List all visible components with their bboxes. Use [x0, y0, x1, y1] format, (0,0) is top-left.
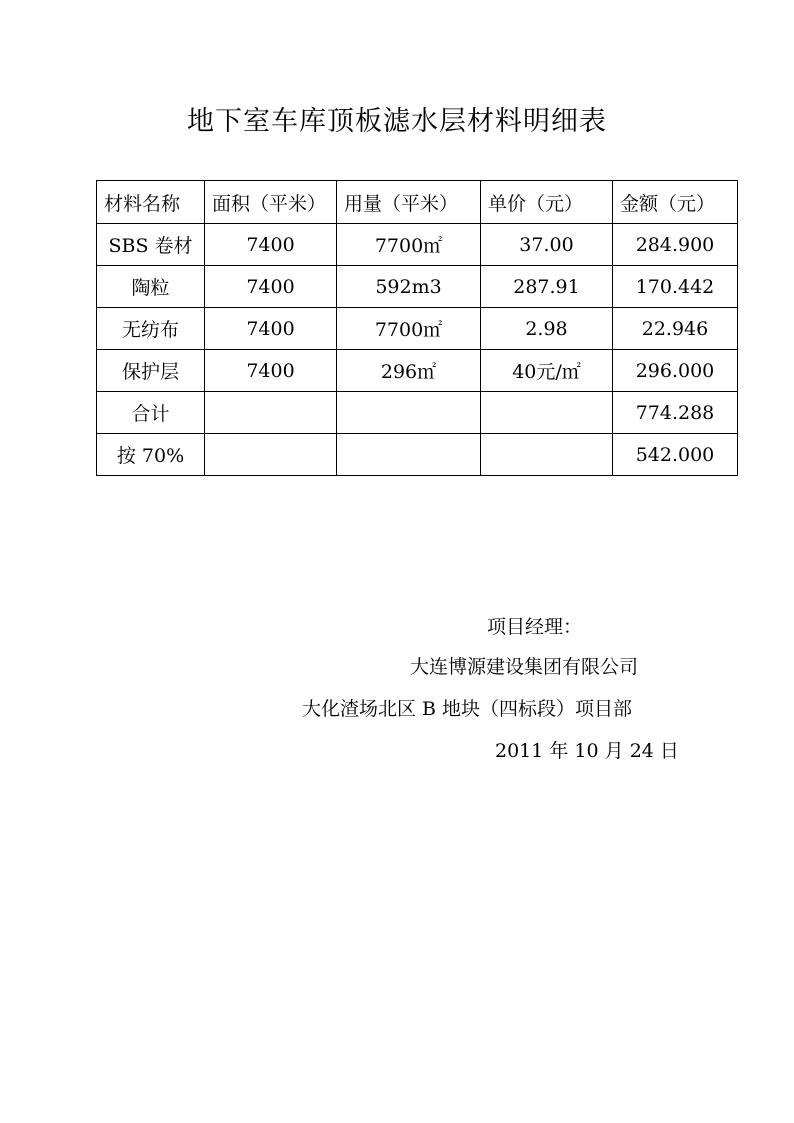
- cell-amount: 542.000: [613, 434, 738, 476]
- document-title: 地下室车库顶板滤水层材料明细表: [187, 106, 607, 137]
- cell-material-name: 合计: [97, 392, 205, 434]
- header-unit-price: 单价（元）: [481, 181, 613, 224]
- header-area: 面积（平米）: [205, 181, 337, 224]
- cell-amount: 774.288: [613, 392, 738, 434]
- cell-amount: 170.442: [613, 266, 738, 308]
- cell-material-name: 陶粒: [97, 266, 205, 308]
- cell-area: 7400: [205, 308, 337, 350]
- cell-amount: 22.946: [613, 308, 738, 350]
- cell-material-name: SBS 卷材: [97, 224, 205, 266]
- table-percentage-row: [97, 434, 738, 476]
- table-row: [97, 350, 738, 392]
- cell-quantity: [337, 392, 481, 434]
- cell-unit-price: [481, 434, 613, 476]
- header-quantity: 用量（平米）: [337, 181, 481, 224]
- project-manager-label: 项目经理：: [487, 616, 583, 638]
- cell-material-name: 按 70%: [97, 434, 205, 476]
- cell-unit-price: 2.98: [481, 308, 613, 350]
- cell-quantity: 296㎡: [337, 350, 481, 392]
- cell-quantity: 7700㎡: [337, 224, 481, 266]
- cell-quantity: 592m3: [337, 266, 481, 308]
- cell-amount: 296.000: [613, 350, 738, 392]
- table-row: [97, 224, 738, 266]
- cell-area: 7400: [205, 266, 337, 308]
- project-department: 大化渣场北区 B 地块（四标段）项目部: [302, 698, 633, 720]
- document-date: 2011 年 10 月 24 日: [495, 740, 679, 762]
- cell-area: 7400: [205, 350, 337, 392]
- cell-area: [205, 392, 337, 434]
- header-amount: 金额（元）: [613, 181, 738, 224]
- cell-amount: 284.900: [613, 224, 738, 266]
- table-row: [97, 266, 738, 308]
- materials-table: [96, 180, 738, 476]
- cell-area: 7400: [205, 224, 337, 266]
- cell-quantity: 7700㎡: [337, 308, 481, 350]
- company-name: 大连博源建设集团有限公司: [410, 656, 639, 678]
- cell-area: [205, 434, 337, 476]
- cell-material-name: 保护层: [97, 350, 205, 392]
- cell-unit-price: 287.91: [481, 266, 613, 308]
- cell-quantity: [337, 434, 481, 476]
- table-header-row: [97, 181, 738, 224]
- cell-unit-price: 40元/㎡: [481, 350, 613, 392]
- cell-unit-price: [481, 392, 613, 434]
- cell-unit-price: 37.00: [481, 224, 613, 266]
- cell-material-name: 无纺布: [97, 308, 205, 350]
- table-total-row: [97, 392, 738, 434]
- table-row: [97, 308, 738, 350]
- header-material-name: 材料名称: [97, 181, 205, 224]
